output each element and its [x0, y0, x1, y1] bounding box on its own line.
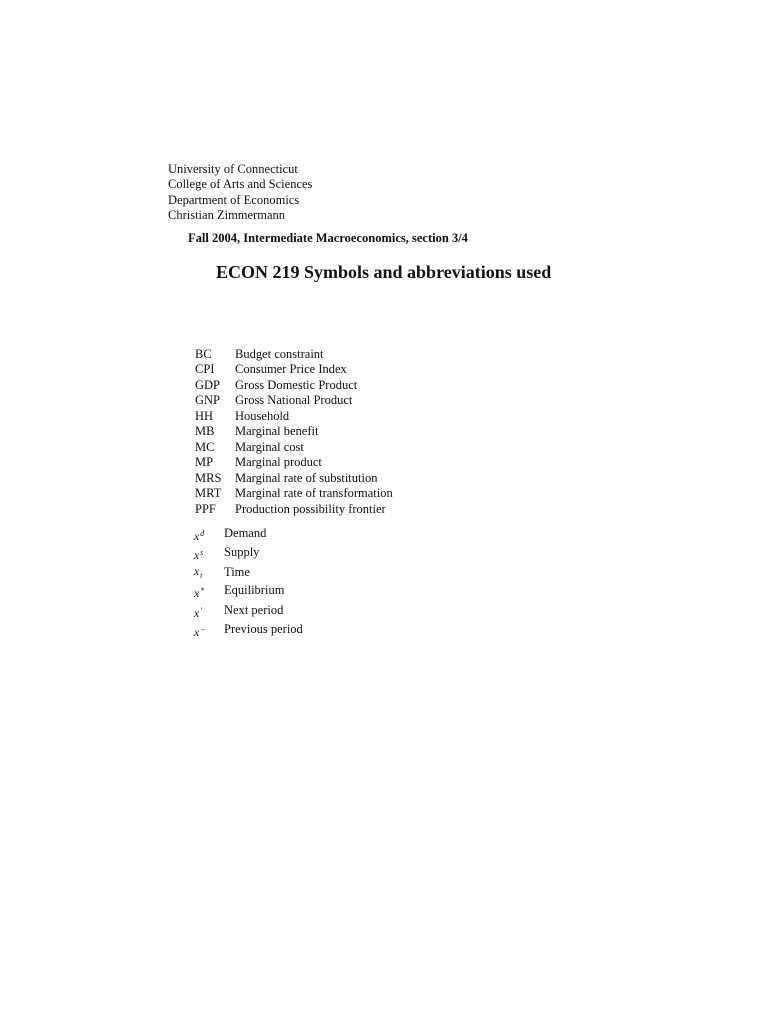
symbol-base: x: [194, 588, 200, 601]
abbreviation-meaning: Marginal cost: [235, 439, 304, 454]
abbreviation-code: PPF: [195, 501, 216, 516]
abbreviation-row: [195, 378, 393, 393]
college-name: College of Arts and Sciences: [168, 177, 313, 192]
symbol-notation: [194, 545, 224, 564]
symbol-row: [194, 565, 303, 583]
university-name: University of Connecticut: [168, 162, 298, 176]
abbreviation-code: MRS: [195, 470, 222, 485]
symbol-meaning: Previous period: [224, 622, 303, 637]
abbreviation-code: MRT: [195, 486, 222, 501]
abbreviation-code: MC: [195, 439, 215, 454]
symbol-notation: [194, 565, 224, 583]
abbreviations-list: [195, 347, 393, 517]
abbreviation-row: [195, 347, 393, 362]
symbol-meaning: Time: [224, 564, 250, 579]
abbreviation-meaning: Marginal benefit: [235, 424, 319, 439]
institution-header: [168, 162, 312, 223]
page-title: ECON 219 Symbols and abbreviations used: [216, 262, 552, 282]
symbol-row: [194, 622, 303, 641]
abbreviation-meaning: Household: [235, 408, 290, 423]
course-info: Fall 2004, Intermediate Macroeconomics, section 3/4: [188, 231, 468, 245]
abbreviation-row: [195, 502, 393, 517]
abbreviation-row: [195, 362, 393, 377]
abbreviation-code: GNP: [195, 393, 221, 408]
abbreviation-row: [195, 471, 393, 486]
symbol-base: x: [194, 531, 200, 543]
abbreviation-meaning: Gross National Product: [235, 393, 353, 408]
abbreviation-code: MP: [195, 455, 214, 470]
abbreviation-row: [195, 455, 393, 470]
symbol-notation: [194, 583, 224, 602]
abbreviation-code: HH: [195, 408, 214, 423]
symbol-meaning: Equilibrium: [224, 583, 285, 598]
symbol-row: [194, 526, 303, 545]
abbreviation-code: GDP: [195, 377, 221, 392]
symbol-superscript: ′: [200, 605, 202, 615]
abbreviation-code: BC: [195, 347, 212, 361]
abbreviation-row: [195, 424, 393, 439]
symbol-meaning: Next period: [224, 602, 284, 617]
abbreviation-meaning: Consumer Price Index: [235, 362, 347, 377]
symbols-list: [194, 526, 303, 642]
symbol-row: [194, 545, 303, 564]
department-name: Department of Economics: [168, 192, 300, 207]
abbreviation-meaning: Marginal rate of substitution: [235, 470, 378, 485]
symbol-meaning: Demand: [224, 526, 267, 540]
abbreviation-meaning: Marginal product: [235, 455, 322, 470]
abbreviation-row: [195, 409, 393, 424]
abbreviation-row: [195, 486, 393, 501]
abbreviation-meaning: Production possibility frontier: [235, 501, 386, 516]
abbreviation-meaning: Budget constraint: [235, 347, 324, 361]
symbol-notation: [194, 622, 224, 641]
symbol-superscript: −: [200, 625, 206, 635]
symbol-meaning: Supply: [224, 545, 260, 560]
symbol-row: [194, 583, 303, 602]
symbol-row: [194, 603, 303, 622]
symbol-base: x: [194, 550, 200, 563]
abbreviation-meaning: Gross Domestic Product: [235, 377, 358, 392]
symbol-base: x: [194, 627, 200, 640]
symbol-superscript: *: [200, 586, 205, 596]
instructor-name: Christian Zimmermann: [168, 207, 285, 222]
symbol-notation: [194, 603, 224, 622]
symbol-base: x: [194, 607, 200, 620]
abbreviation-code: MB: [195, 424, 215, 439]
symbol-base: x: [194, 565, 200, 578]
symbol-superscript: s: [200, 548, 204, 558]
symbol-superscript: d: [200, 529, 205, 538]
abbreviation-code: CPI: [195, 362, 215, 377]
symbol-notation: [194, 526, 224, 545]
symbol-subscript: t: [200, 570, 203, 580]
abbreviation-row: [195, 393, 393, 408]
abbreviation-row: [195, 440, 393, 455]
abbreviation-meaning: Marginal rate of transformation: [235, 486, 393, 501]
